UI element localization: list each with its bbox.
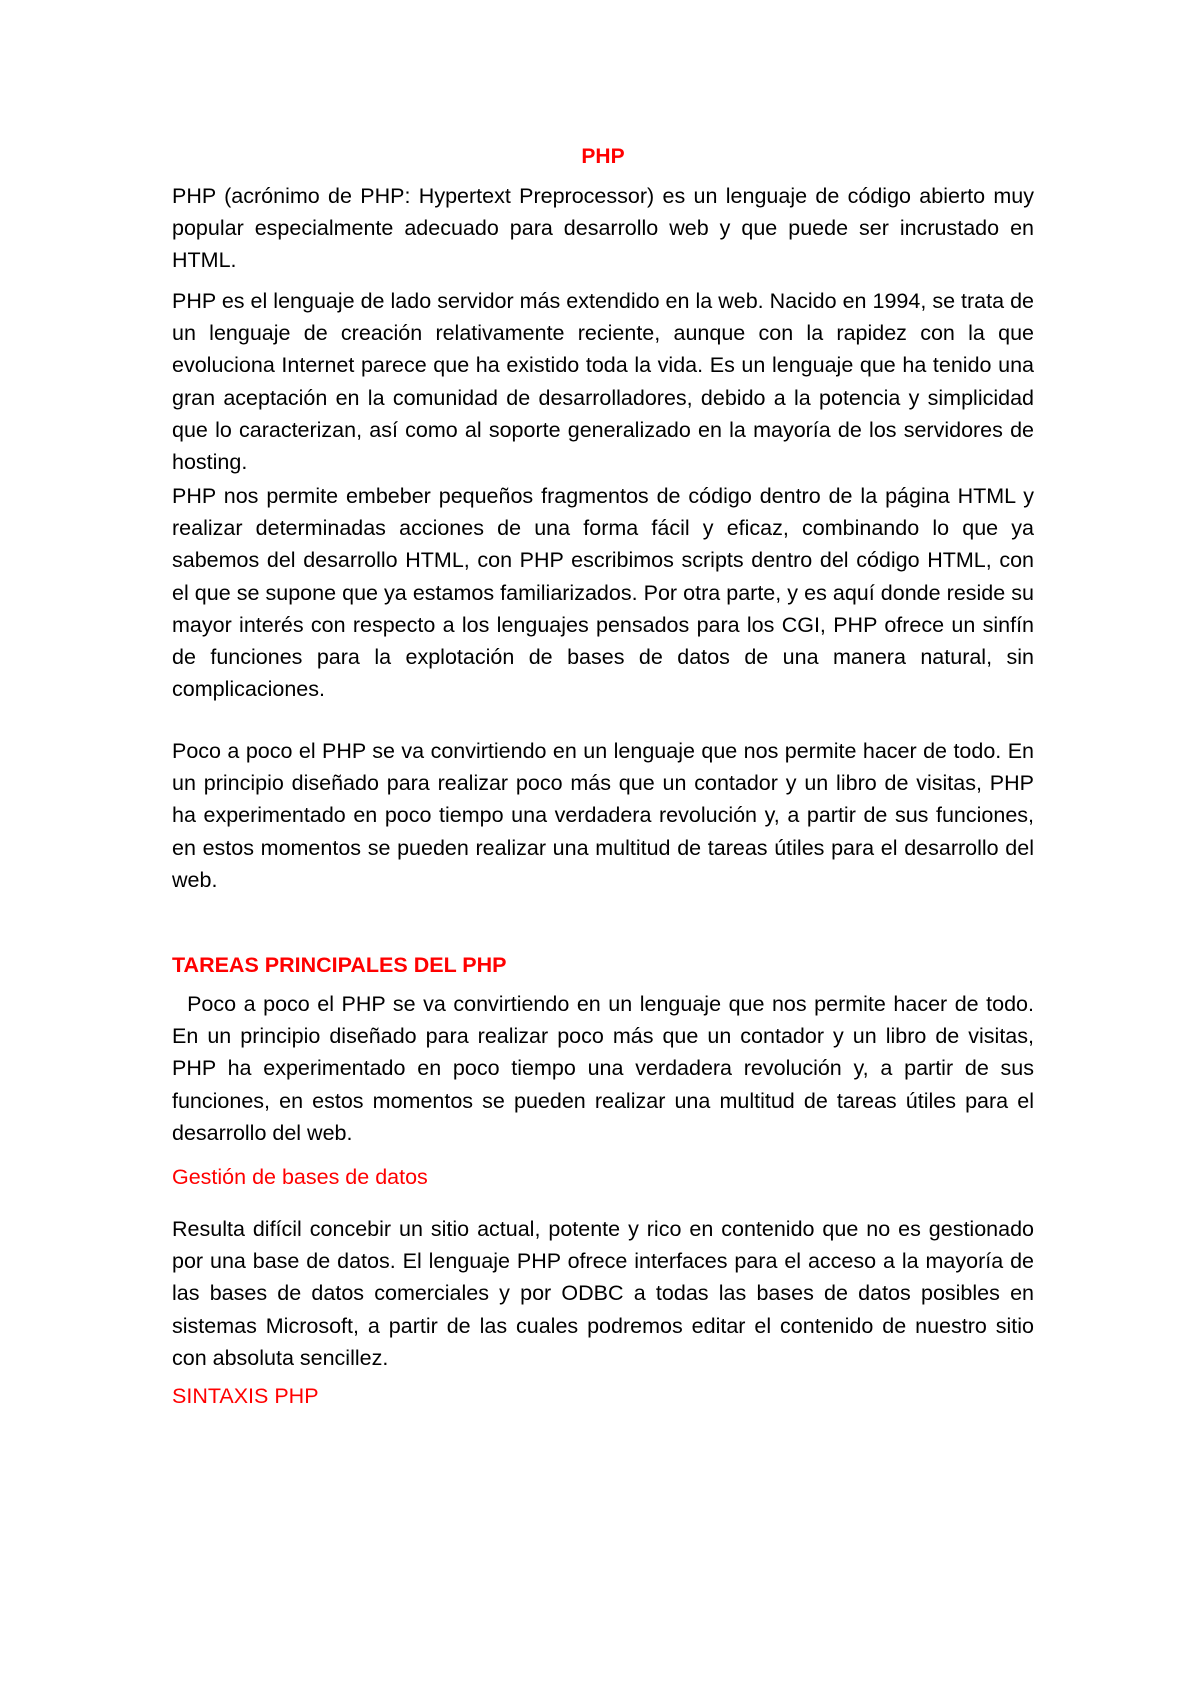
- section-heading-bases-datos: Gestión de bases de datos: [172, 1165, 428, 1189]
- intro-paragraph-4: Poco a poco el PHP se va convirtiendo en un lenguaje que nos permite hacer de todo. En un principio diseñado para realizar poco más que un contador y un libro de visitas, PHP ha experimentado en poco tiempo una verdadera revolución y, a partir de sus funciones, en estos momentos se pueden realizar una multitud de tareas útiles para el desarrollo del web.: [172, 739, 1034, 892]
- section-heading-sintaxis: SINTAXIS PHP: [172, 1384, 319, 1408]
- tareas-paragraph: Poco a poco el PHP se va convirtiendo en un lenguaje que nos permite hacer de todo. En un principio diseñado para realizar poco más que un contador y un libro de visitas, PHP ha experimentado en poco tiempo una verdadera revolución y, a partir de sus funciones, en estos momentos se pueden realizar una multitud de tareas útiles para el desarrollo del web.: [172, 992, 1040, 1145]
- intro-paragraph-3: PHP nos permite embeber pequeños fragmentos de código dentro de la página HTML y realizar determinadas acciones de una forma fácil y eficaz, combinando lo que ya sabemos del desarrollo HTML, con PHP escribimos scripts dentro del código HTML, con el que se supone que ya estamos familiarizados. Por otra parte, y es aquí donde reside su mayor interés con respecto a los lenguajes pensados para los CGI, PHP ofrece un sinfín de funciones para la explotación de bases de datos de una manera natural, sin complicaciones.: [172, 484, 1034, 702]
- bases-datos-paragraph: Resulta difícil concebir un sitio actual, potente y rico en contenido que no es gestionado por una base de datos. El lenguaje PHP ofrece interfaces para el acceso a la mayoría de las bases de datos comerciales y por ODBC a todas las bases de datos posibles en sistemas Microsoft, a partir de las cuales podremos editar el contenido de nuestro sitio con absoluta sencillez.: [172, 1217, 1034, 1370]
- document-title: PHP: [581, 145, 625, 168]
- section-heading-tareas: TAREAS PRINCIPALES DEL PHP: [172, 953, 507, 977]
- intro-paragraph-1: PHP (acrónimo de PHP: Hypertext Preprocessor) es un lenguaje de código abierto muy popular especialmente adecuado para desarrollo web y que puede ser incrustado en HTML.: [172, 184, 1034, 273]
- intro-paragraph-2: PHP es el lenguaje de lado servidor más extendido en la web. Nacido en 1994, se trata de un lenguaje de creación relativamente reciente, aunque con la rapidez con la que evoluciona Internet parece que ha existido toda la vida. Es un lenguaje que ha tenido una gran aceptación en la comunidad de desarrolladores, debido a la potencia y simplicidad que lo caracterizan, así como al soporte generalizado en la mayoría de los servidores de hosting.: [172, 289, 1034, 475]
